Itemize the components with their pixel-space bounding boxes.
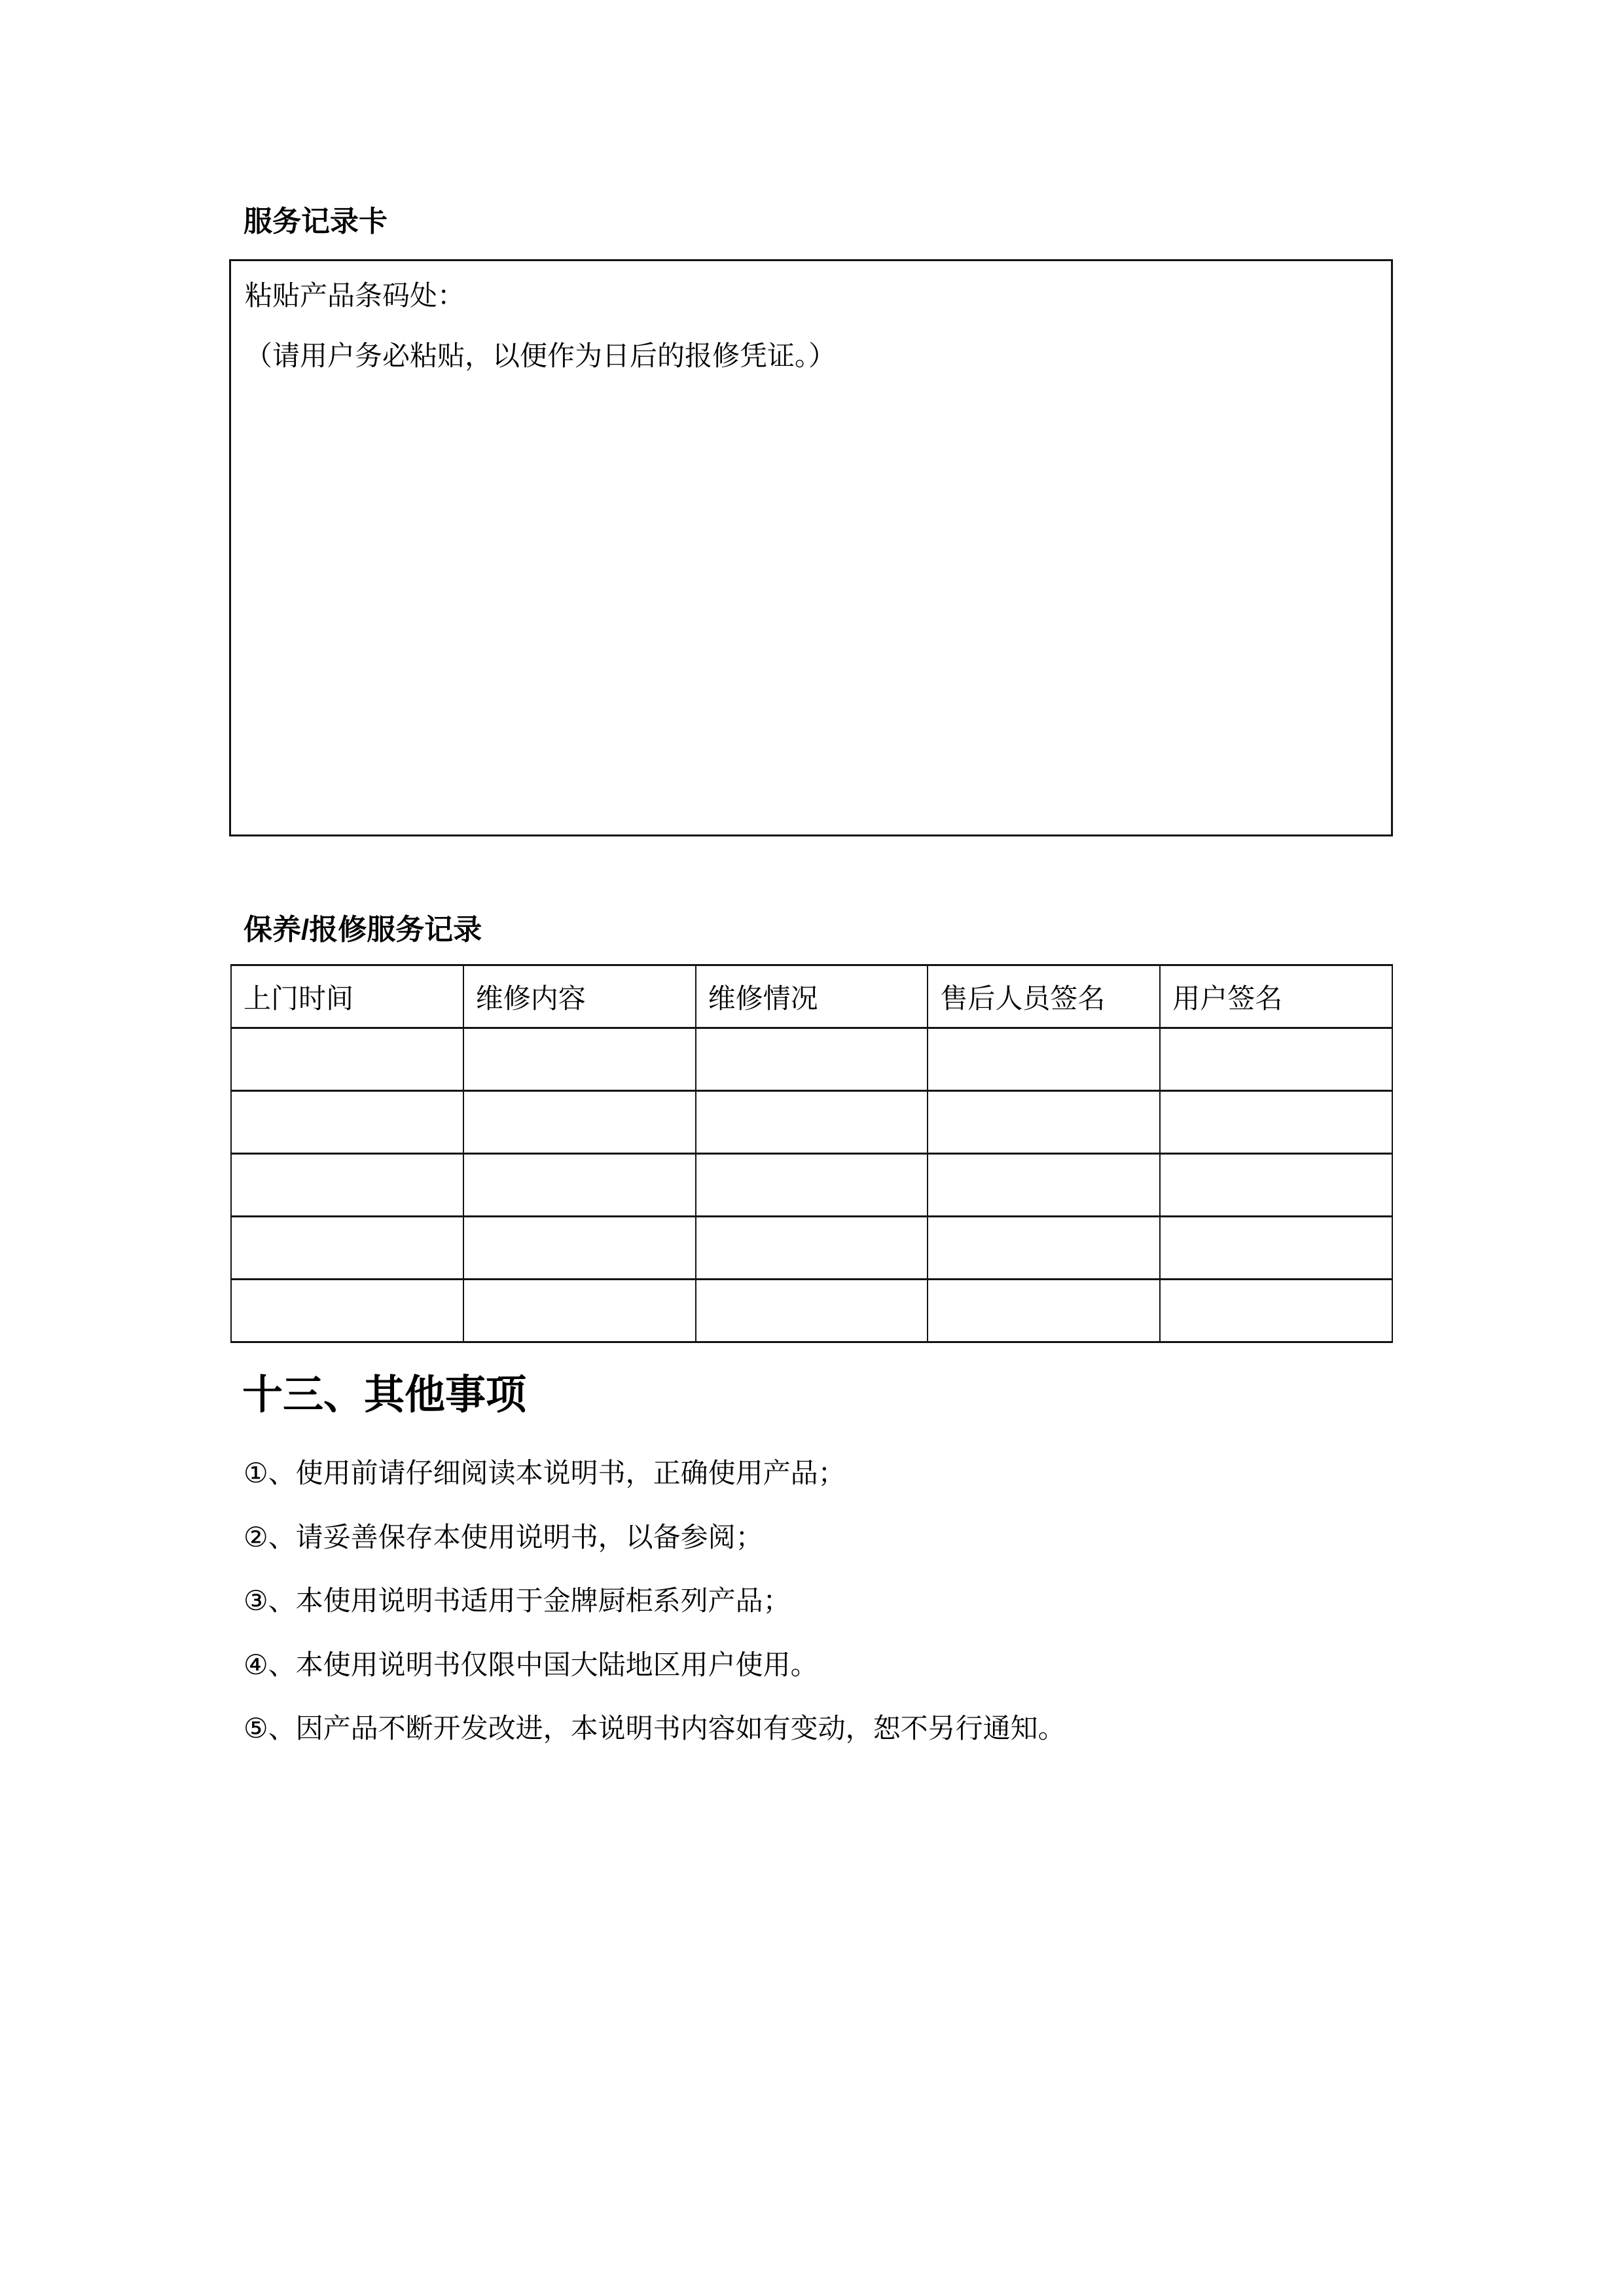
- barcode-box-note: （请用户务必粘贴，以便作为日后的报修凭证。）: [245, 340, 837, 371]
- table-cell: [231, 1154, 463, 1217]
- table-cell: [1160, 1091, 1392, 1154]
- table-cell: [928, 1028, 1160, 1091]
- maintenance-records-title: 保养/报修服务记录: [244, 914, 482, 946]
- service-card-title: 服务记录卡: [244, 206, 388, 238]
- table-cell: [463, 1280, 696, 1342]
- table-cell: [1160, 1280, 1392, 1342]
- table-cell: [696, 1217, 928, 1280]
- table-cell: [231, 1028, 463, 1091]
- table-cell: [231, 1217, 463, 1280]
- table-row: [231, 1217, 1392, 1280]
- table-header-row: [231, 965, 1392, 1028]
- table-row: [231, 1028, 1392, 1091]
- note-item-3: ③、本使用说明书适用于金牌厨柜系列产品；: [244, 1585, 791, 1616]
- table-cell: [1160, 1154, 1392, 1217]
- table-cell: [696, 1091, 928, 1154]
- table-cell: [231, 1280, 463, 1342]
- note-item-1: ①、使用前请仔细阅读本说明书，正确使用产品；: [244, 1458, 846, 1488]
- header-visit-time: 上门时间: [231, 965, 463, 1028]
- header-staff-signature: 售后人员签名: [928, 965, 1160, 1028]
- table-cell: [1160, 1217, 1392, 1280]
- table-cell: [696, 1028, 928, 1091]
- table-cell: [1160, 1028, 1392, 1091]
- table-cell: [231, 1091, 463, 1154]
- maintenance-records-table: [230, 964, 1393, 1343]
- table-cell: [463, 1091, 696, 1154]
- note-item-4: ④、本使用说明书仅限中国大陆地区用户使用。: [244, 1649, 818, 1680]
- table-cell: [463, 1217, 696, 1280]
- note-item-2: ②、请妥善保存本使用说明书，以备参阅；: [244, 1522, 763, 1552]
- header-repair-content: 维修内容: [463, 965, 696, 1028]
- table-row: [231, 1154, 1392, 1217]
- table-cell: [696, 1154, 928, 1217]
- table-row: [231, 1091, 1392, 1154]
- table-cell: [928, 1154, 1160, 1217]
- other-matters-title: 十三、其他事项: [242, 1372, 527, 1418]
- table-cell: [928, 1217, 1160, 1280]
- header-repair-status: 维修情况: [696, 965, 928, 1028]
- table-cell: [928, 1280, 1160, 1342]
- header-user-signature: 用户签名: [1160, 965, 1392, 1028]
- table-cell: [463, 1028, 696, 1091]
- barcode-sticker-box: [229, 259, 1393, 836]
- table-cell: [696, 1280, 928, 1342]
- table-row: [231, 1280, 1392, 1342]
- note-item-5: ⑤、因产品不断开发改进，本说明书内容如有变动，恕不另行通知。: [244, 1713, 1066, 1744]
- barcode-box-label: 粘贴产品条码处：: [245, 280, 465, 311]
- table-cell: [463, 1154, 696, 1217]
- table-cell: [928, 1091, 1160, 1154]
